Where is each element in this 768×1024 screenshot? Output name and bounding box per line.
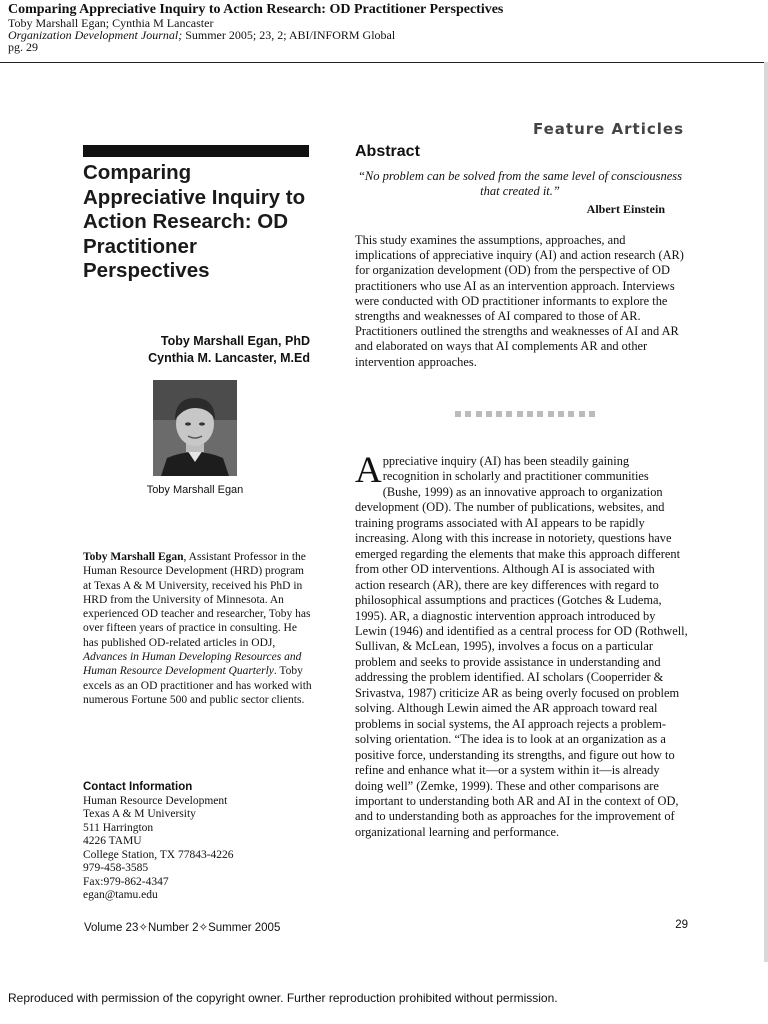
ornament-dot [455, 411, 461, 417]
author-photo [153, 380, 237, 476]
contact-line: Texas A & M University [83, 808, 196, 820]
ornament-dot [568, 411, 574, 417]
page-number: 29 [675, 919, 688, 931]
bio-text-end: . Toby excels as an OD practitioner and has worked with numerous Fortune 500 and public sector clients. [83, 665, 312, 706]
citation-source [8, 29, 758, 41]
section-label: Feature Articles [532, 120, 684, 138]
ornament-dot [465, 411, 471, 417]
contact-fax: Fax:979-862-4347 [83, 875, 169, 888]
article-title: Comparing Appreciative Inquiry to Action Research: OD Practitioner Perspectives [83, 161, 306, 282]
reproduction-notice: Reproduced with permission of the copyright owner. Further reproduction prohibited without permission. [8, 991, 558, 1005]
ornament-dot [548, 411, 554, 417]
abstract-heading: Abstract [355, 143, 420, 160]
contact-phone: 979-458-3585 [83, 862, 149, 874]
ornament-dot [506, 411, 512, 417]
contact-line: 4226 TAMU [83, 835, 142, 847]
body-text [355, 450, 688, 840]
issue-footer: Volume 23✧Number 2✧Summer 2005 [84, 922, 281, 934]
ornament-dot [486, 411, 492, 417]
ornament-dot [558, 411, 564, 417]
ornament-dot [527, 411, 533, 417]
contact-email: egan@tamu.edu [83, 889, 158, 901]
author-list [100, 333, 310, 367]
contact-heading: Contact Information [83, 781, 193, 793]
bio-journals: Advances in Human Developing Resources and Human Resource Development Quarterly [83, 651, 302, 678]
page-edge-shadow [764, 62, 768, 962]
header-divider [0, 62, 768, 63]
section-ornament [455, 411, 595, 419]
author-portrait-image [153, 380, 237, 476]
abstract-text: This study examines the assumptions, approaches, and implications of appreciative inquiry (AI) and action research (AR) for organization development (OD) from the perspective of OD practitioners who use AI as an intervention approach. Interviews were conducted with OD practitioner informants to explore the strengths and weaknesses of AI compared to those of AR. Practitioners outlined the strengths and weaknesses of AI and AR and elaborated on ways that AI complements AR and other intervention approaches. [355, 233, 684, 369]
contact-info [83, 781, 313, 903]
citation-issue: Summer 2005; 23, 2; ABI/INFORM Global [182, 28, 396, 42]
epigraph-quote: “No problem can be solved from the same level of consciousness that created it.” [357, 169, 683, 198]
ornament-dot [517, 411, 523, 417]
ornament-dot [476, 411, 482, 417]
bio-text: , Assistant Professor in the Human Resource Development (HRD) program at Texas A & M University, received his PhD in HRD from the University of Minnesota. An experienced OD teacher and researcher, Toby has over fifteen years of practice in consulting. He has published OD-related articles in ODJ, [83, 551, 311, 649]
author-name: Toby Marshall Egan, PhD [160, 334, 310, 348]
ornament-dot [589, 411, 595, 417]
ornament-dot [537, 411, 543, 417]
contact-line: 511 Harrington [83, 821, 154, 834]
contact-line: Human Resource Development [83, 794, 228, 807]
epigraph-author: Albert Einstein [586, 202, 665, 216]
citation-title: Comparing Appreciative Inquiry to Action Research: OD Practitioner Perspectives [8, 2, 504, 17]
author-name: Cynthia M. Lancaster, M.Ed [148, 351, 310, 365]
drop-cap: A [355, 450, 382, 491]
citation-journal: Organization Development Journal; [8, 28, 183, 42]
contact-line: College Station, TX 77843-4226 [83, 848, 234, 861]
bio-name: Toby Marshall Egan [83, 551, 184, 563]
body-paragraph: ppreciative inquiry (AI) has been steadily gaining recognition in scholarly and practitioner communities (Bushe, 1999) as an innovative approach to organization development (OD). The number of publications, websites, and training programs associated with AI appears to be rapidly increasing. Along with this increase in notoriety, questions have emerged regarding the elements that make this approach different from other OD interventions. Although AI is associated with action research (AR), there are key differences with regard to philosophical assumptions and practices (Gotches & Ludema, 1995). AR, a diagnostic intervention approach introduced by Lewin (1946) and identified as a central process for OD (Rothwell, Sullivan, & McLean, 1995), involves a focus on a particular problem and seeks to provide assistance in understanding and addressing the problem identified. AI scholars (Cooperrider & Srivastva, 1987) criticize AR as being overly focused on problem solving. Although Lewin aimed the AR approach toward real problems in social systems, the AI approach rejects a problem-solving orientation. “The idea is to look at an organization as a positive force, understanding its strengths, and figure out how to refine and enhance what it—or a system within it—is already doing well” (Zemke, 1999). These and other comparisons are important to understanding both AR and AI in the context of OD, and to understanding both as approaches for the improvement of organizational learning and performance. [355, 454, 688, 839]
ornament-dot [496, 411, 502, 417]
citation-authors: Toby Marshall Egan; Cynthia M Lancaster [8, 16, 214, 30]
title-bar-decoration [83, 145, 309, 157]
ornament-dot [579, 411, 585, 417]
photo-caption: Toby Marshall Egan [146, 484, 244, 496]
citation-page: pg. 29 [8, 40, 38, 54]
author-bio [83, 550, 313, 707]
citation-header [8, 2, 758, 53]
